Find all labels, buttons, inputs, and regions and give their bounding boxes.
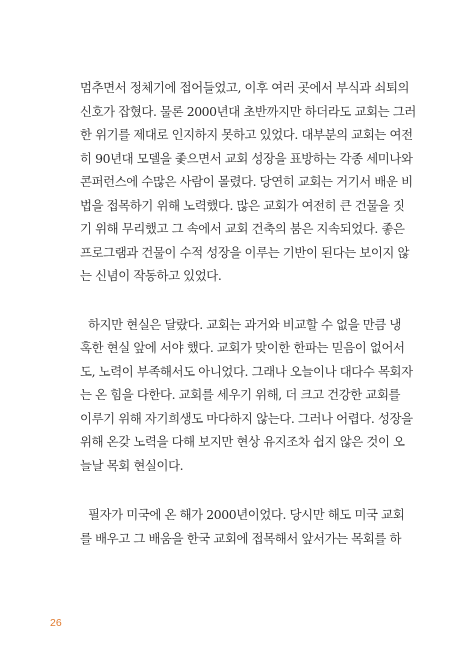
text-line: 콘퍼런스에 수많은 사람이 몰렸다. 당연히 교회는 거기서 배운 비 — [80, 174, 413, 189]
text-line: 이루기 위해 자기희생도 마다하지 않는다. 그러나 어렵다. 성장을 — [80, 410, 413, 426]
text-line: 는 온 힘을 다한다. 교회를 세우기 위해, 더 크고 건강한 교회를 — [80, 387, 401, 402]
text-line: 필자가 미국에 온 해가 2000년이었다. 당시만 해도 미국 교회 — [88, 507, 405, 522]
body-text — [80, 76, 416, 550]
paragraph-spacer — [80, 288, 392, 313]
paragraph-spacer — [80, 477, 392, 503]
text-line: 한 위기를 제대로 인지하지 못하고 있었다. 대부분의 교회는 여전 — [80, 127, 413, 142]
text-line: 프로그램과 건물이 수적 성장을 이루는 기반이 된다는 보이지 않 — [80, 244, 410, 260]
paragraph-1 — [80, 76, 416, 288]
text-line: 늘날 목회 현실이다. — [80, 457, 184, 473]
text-line: 법을 접목하기 위해 노력했다. 많은 교회가 여전히 큰 건물을 짓 — [80, 197, 405, 213]
text-line: 기 위해 무리했고 그 속에서 교회 건축의 붐은 지속되었다. 좋은 — [80, 221, 405, 236]
page-number: 26 — [50, 617, 62, 629]
text-line: 멈추면서 정체기에 접어들었고, 이후 여러 곳에서 부식과 쇠퇴의 — [80, 80, 410, 95]
text-line: 를 배우고 그 배움을 한국 교회에 접목해서 앞서가는 목회를 하 — [80, 530, 402, 546]
text-line: 히 90년대 모델을 좇으면서 교회 성장을 표방하는 각종 세미나와 — [80, 150, 413, 166]
paragraph-2 — [80, 313, 413, 478]
text-line: 신호가 잡혔다. 물론 2000년대 초반까지만 하더라도 교회는 그러 — [80, 103, 416, 119]
text-line: 도, 노력이 부족해서도 아니었다. 그래나 오늘이나 대다수 목회자 — [80, 363, 413, 379]
text-line: 하지만 현실은 달랐다. 교회는 과거와 비교할 수 없을 만큼 냉 — [88, 316, 402, 332]
paragraph-3 — [80, 503, 405, 550]
text-line: 는 신념이 작동하고 있었다. — [80, 268, 222, 283]
text-line: 혹한 현실 앞에 서야 했다. 교회가 맞이한 한파는 믿음이 없어서 — [80, 340, 405, 355]
text-line: 위해 온갖 노력을 다해 보지만 현상 유지조차 쉽지 않은 것이 오 — [80, 434, 405, 449]
